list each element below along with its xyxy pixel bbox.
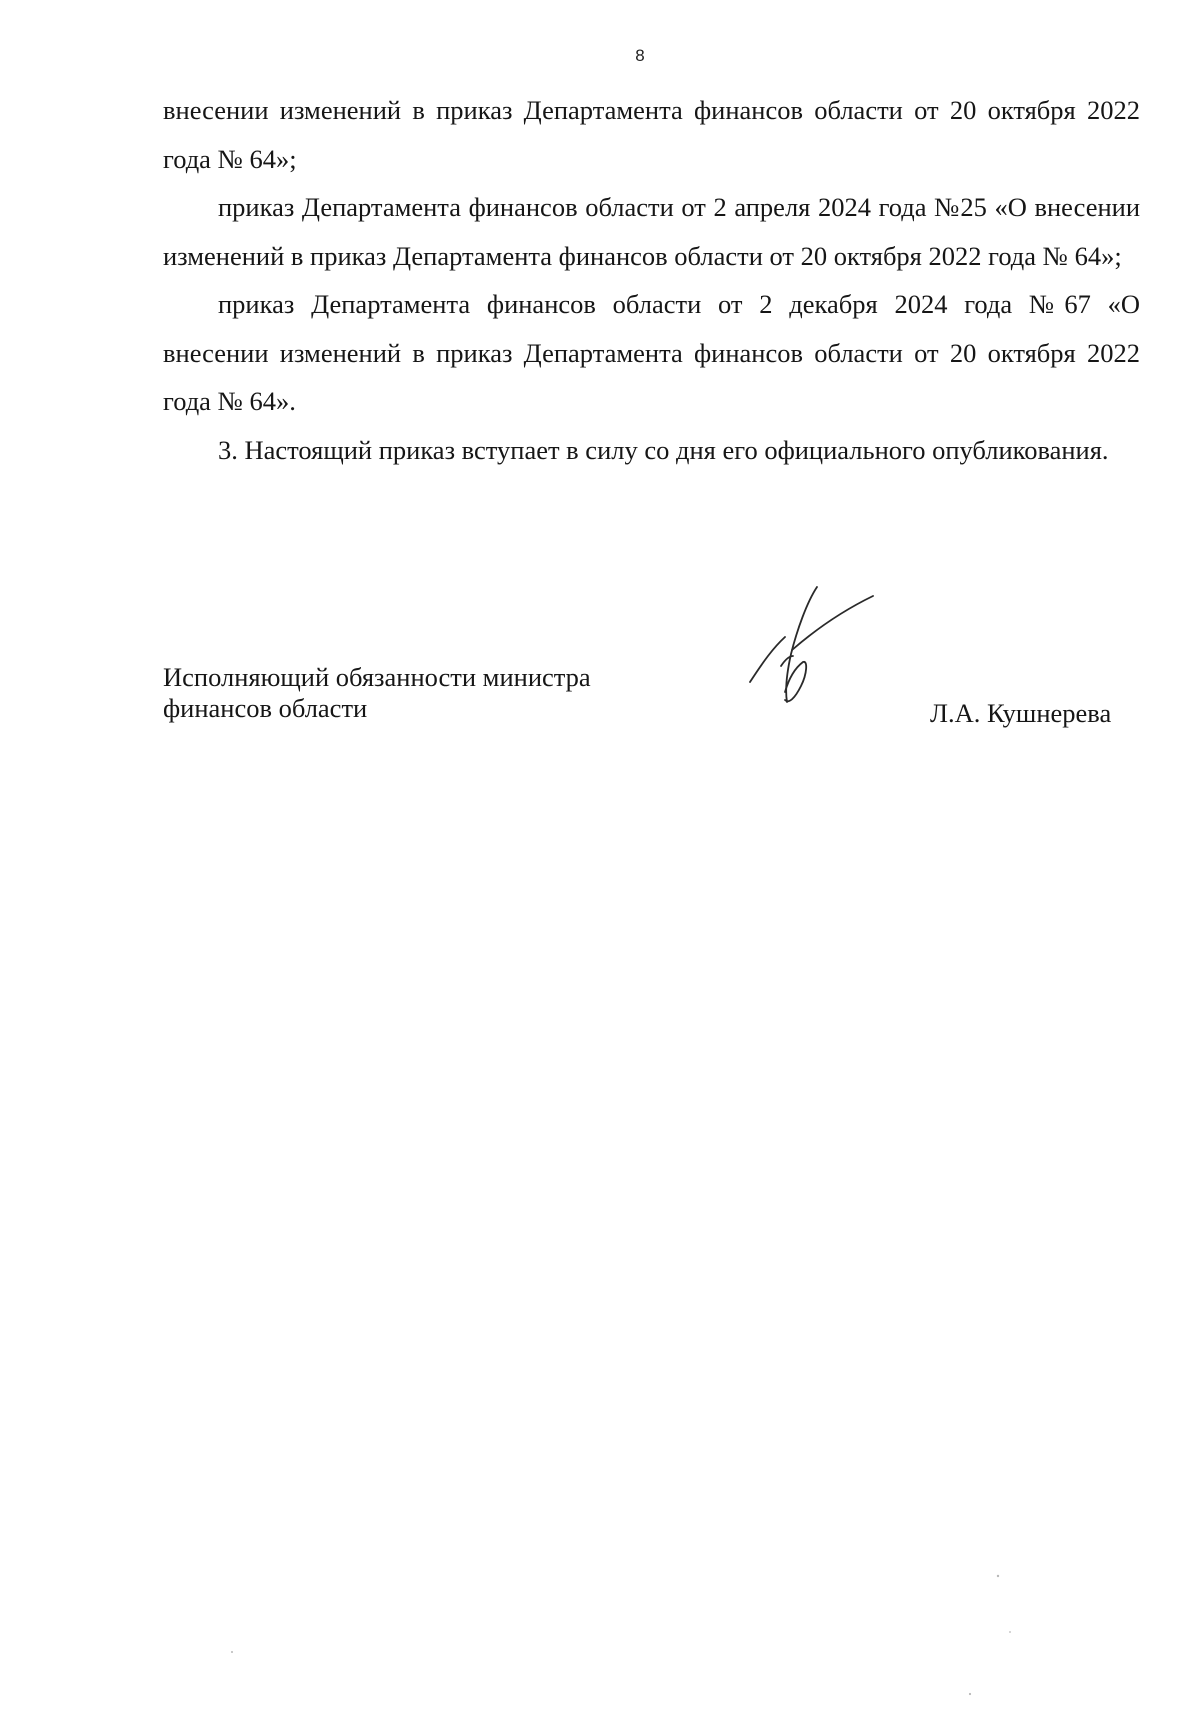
signatory-position-line-2: финансов области (163, 693, 368, 723)
paragraph-order-67: приказ Департамента финансов области от 2 декабря 2024 года №67 «О внесении изменений в приказ Департамента финансов области от 20 октября 2022 года № 64». (163, 289, 1140, 416)
page-number: 8 (635, 46, 645, 65)
handwritten-signature (745, 582, 875, 722)
paragraph-order-25: приказ Департамента финансов области от 2 апреля 2024 года №25 «О внесении изменений в приказ Департамента финансов области от 20 октября 2022 года № 64»; (163, 192, 1140, 271)
document-body (163, 86, 1140, 474)
paragraph-continuation: внесении изменений в приказ Департамента финансов области от 20 октября 2022 года № 64»; (163, 95, 1140, 174)
paragraph-effective-date: 3. Настоящий приказ вступает в силу со дня его официального опубликования. (218, 434, 1109, 465)
signatory-position-line-1: Исполняющий обязанности министра (163, 662, 591, 692)
signatory-name: Л.А. Кушнерева (930, 698, 1112, 728)
signatory-position (163, 662, 591, 724)
